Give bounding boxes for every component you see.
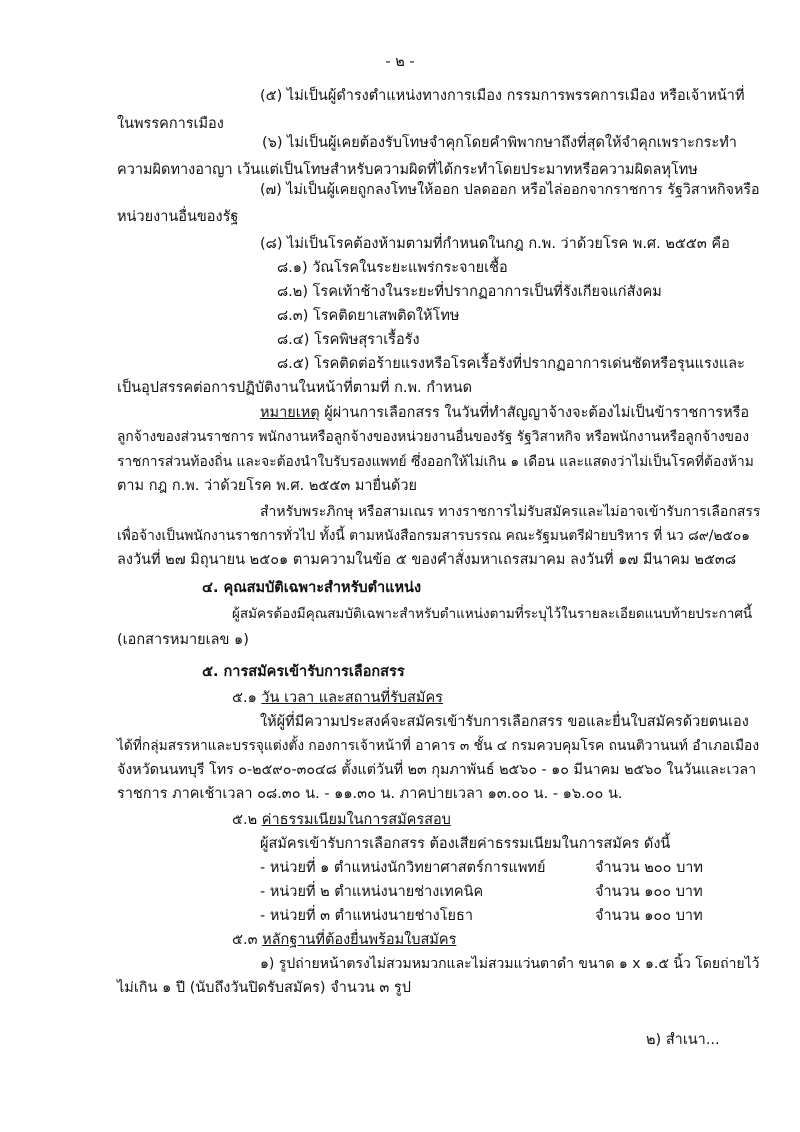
disease-item-2: ๘.๒) โรคเท้าช้างในระยะที่ปรากฏอาการเป็นที่รังเกียจแก่สังคม (277, 284, 662, 300)
section-4-heading: ๔. คุณสมบัติเฉพาะสำหรับตำแหน่ง (202, 580, 422, 596)
section-5-2-intro: ผู้สมัครเข้ารับการเลือกสรร ต้องเสียค่าธรรมเนียมในการสมัคร ดังนี้ (260, 836, 671, 852)
section-5-3-title: หลักฐานที่ต้องยื่นพร้อมใบสมัคร (262, 932, 457, 948)
section-5-1-line-2: ได้ที่กลุ่มสรรหาและบรรจุแต่งตั้ง กองการเจ้าหน้าที่ อาคาร ๓ ชั้น ๔ กรมควบคุมโรค ถนนติวานนท์ อำเภอเมือง (117, 738, 760, 754)
section-4-line-2: (เอกสารหมายเลข ๑) (117, 632, 249, 648)
section-5-1-line-3: จังหวัดนนทบุรี โทร ๐-๒๕๙๐-๓๐๔๘ ตั้งแต่วันที่ ๒๓ กุมภาพันธ์ ๒๕๖๐ - ๑๐ มีนาคม ๒๕๖๐ ในวันและเวลา (117, 762, 757, 778)
note-text: ผู้ผ่านการเลือกสรร ในวันที่ทำสัญญาจ้างจะต้องไม่เป็นข้าราชการหรือ (319, 405, 750, 421)
section-4-line-1: ผู้สมัครต้องมีคุณสมบัติเฉพาะสำหรับตำแหน่งตามที่ระบุไว้ในรายละเอียดแนบท้ายประกาศนี้ (232, 606, 753, 622)
disease-item-4: ๘.๔) โรคพิษสุราเรื้อรัง (277, 332, 420, 348)
qualification-8-line-1: (๘) ไม่เป็นโรคต้องห้ามตามที่กำหนดในกฎ ก.พ. ว่าด้วยโรค พ.ศ. ๒๕๕๓ คือ (260, 236, 730, 252)
qualification-6-line-1: (๖) ไม่เป็นผู้เคยต้องรับโทษจำคุกโดยคำพิพากษาถึงที่สุดให้จำคุกเพราะกระทำ (262, 135, 737, 151)
monk-line-2: เพื่อจ้างเป็นพนักงานราชการทั่วไป ทั้งนี้ ตามหนังสือกรมสารบรรณ คณะรัฐมนตรีฝ่ายบริหาร ที่ นว ๘๙/๒๕๐๑ (117, 528, 751, 544)
fee-label: - หน่วยที่ ๑ ตำแหน่งนักวิทยาศาสตร์การแพทย์ (260, 860, 546, 876)
qualification-7-line-1: (๗) ไม่เป็นผู้เคยถูกลงโทษให้ออก ปลดออก หรือไล่ออกจากราชการ รัฐวิสาหกิจหรือ (260, 182, 760, 198)
page-number: - ๒ - (385, 54, 415, 70)
fee-label: - หน่วยที่ ๒ ตำแหน่งนายช่างเทคนิค (260, 884, 484, 900)
monk-line-1: สำหรับพระภิกษุ หรือสามเณร ทางราชการไม่รับสมัครและไม่อาจเข้ารับการเลือกสรร (260, 504, 761, 520)
qualification-5-line-2: ในพรรคการเมือง (117, 116, 224, 132)
disease-item-5-line-1: ๘.๕) โรคติดต่อร้ายแรงหรือโรคเรื้อรังที่ปรากฏอาการเด่นชัดหรือรุนแรงและ (277, 356, 745, 372)
section-5-3-heading (232, 930, 456, 950)
section-5-3-line-1: ๑) รูปถ่ายหน้าตรงไม่สวมหมวกและไม่สวมแว่นตาดำ ขนาด ๑ x ๑.๕ นิ้ว โดยถ่ายไว้ (260, 956, 760, 972)
qualification-6-line-2: ความผิดทางอาญา เว้นแต่เป็นโทษสำหรับความผิดที่ได้กระทำโดยประมาทหรือความผิดลหุโทษ (117, 162, 698, 178)
disease-item-3: ๘.๓) โรคติดยาเสพติดให้โทษ (277, 308, 460, 324)
disease-item-5-line-2: เป็นอุปสรรคต่อการปฏิบัติงานในหน้าที่ตามที่ ก.พ. กำหนด (117, 380, 473, 396)
section-5-1-number: ๕.๑ (232, 690, 262, 706)
fee-amount: จำนวน ๑๐๐ บาท (595, 908, 703, 924)
note-label: หมายเหตุ (260, 405, 320, 421)
section-5-2-number: ๕.๒ (232, 812, 262, 828)
section-5-3-number: ๕.๓ (232, 932, 263, 948)
note-line-2: ลูกจ้างของส่วนราชการ พนักงานหรือลูกจ้างของหน่วยงานอื่นของรัฐ รัฐวิสาหกิจ หรือพนักงานหรือลูกจ้างของ (117, 429, 750, 445)
section-5-1-heading (232, 688, 443, 708)
note-line-3: ราชการส่วนท้องถิ่น และจะต้องนำใบรับรองแพทย์ ซึ่งออกให้ไม่เกิน ๑ เดือน และแสดงว่าไม่เป็นโรคที่ต้องห้าม (117, 454, 754, 470)
section-5-heading: ๕. การสมัครเข้ารับการเลือกสรร (202, 664, 405, 680)
section-5-3-line-2: ไม่เกิน ๑ ปี (นับถึงวันปิดรับสมัคร) จำนวน ๓ รูป (117, 980, 411, 996)
section-5-1-title: วัน เวลา และสถานที่รับสมัคร (261, 690, 443, 706)
monk-line-3: ลงวันที่ ๒๗ มิถุนายน ๒๕๐๑ ตามความในข้อ ๕ ของคำสั่งมหาเถรสมาคม ลงวันที่ ๑๗ มีนาคม ๒๕๓๘ (117, 552, 737, 568)
continuation-marker: ๒) สำเนา... (646, 1032, 720, 1048)
section-5-2-heading (232, 810, 451, 830)
section-5-1-line-4: ราชการ ภาคเช้าเวลา ๐๘.๓๐ น. - ๑๑.๓๐ น. ภาคบ่ายเวลา ๑๓.๐๐ น. - ๑๖.๐๐ น. (117, 786, 623, 802)
section-5-1-line-1: ให้ผู้ที่มีความประสงค์จะสมัครเข้ารับการเลือกสรร ขอและยื่นใบสมัครด้วยตนเอง (260, 714, 749, 730)
fee-amount: จำนวน ๒๐๐ บาท (595, 860, 703, 876)
fee-amount: จำนวน ๑๐๐ บาท (595, 884, 703, 900)
fee-label: - หน่วยที่ ๓ ตำแหน่งนายช่างโยธา (260, 908, 473, 924)
qualification-7-line-2: หน่วยงานอื่นของรัฐ (117, 209, 239, 225)
note-line-1 (260, 403, 749, 423)
note-line-4: ตาม กฎ ก.พ. ว่าด้วยโรค พ.ศ. ๒๕๕๓ มายื่นด้วย (117, 478, 418, 494)
qualification-5-line-1: (๕) ไม่เป็นผู้ดำรงตำแหน่งทางการเมือง กรรมการพรรคการเมือง หรือเจ้าหน้าที่ (260, 88, 745, 104)
section-5-2-title: ค่าธรรมเนียมในการสมัครสอบ (261, 812, 451, 828)
disease-item-1: ๘.๑) วัณโรคในระยะแพร่กระจายเชื้อ (277, 260, 508, 276)
